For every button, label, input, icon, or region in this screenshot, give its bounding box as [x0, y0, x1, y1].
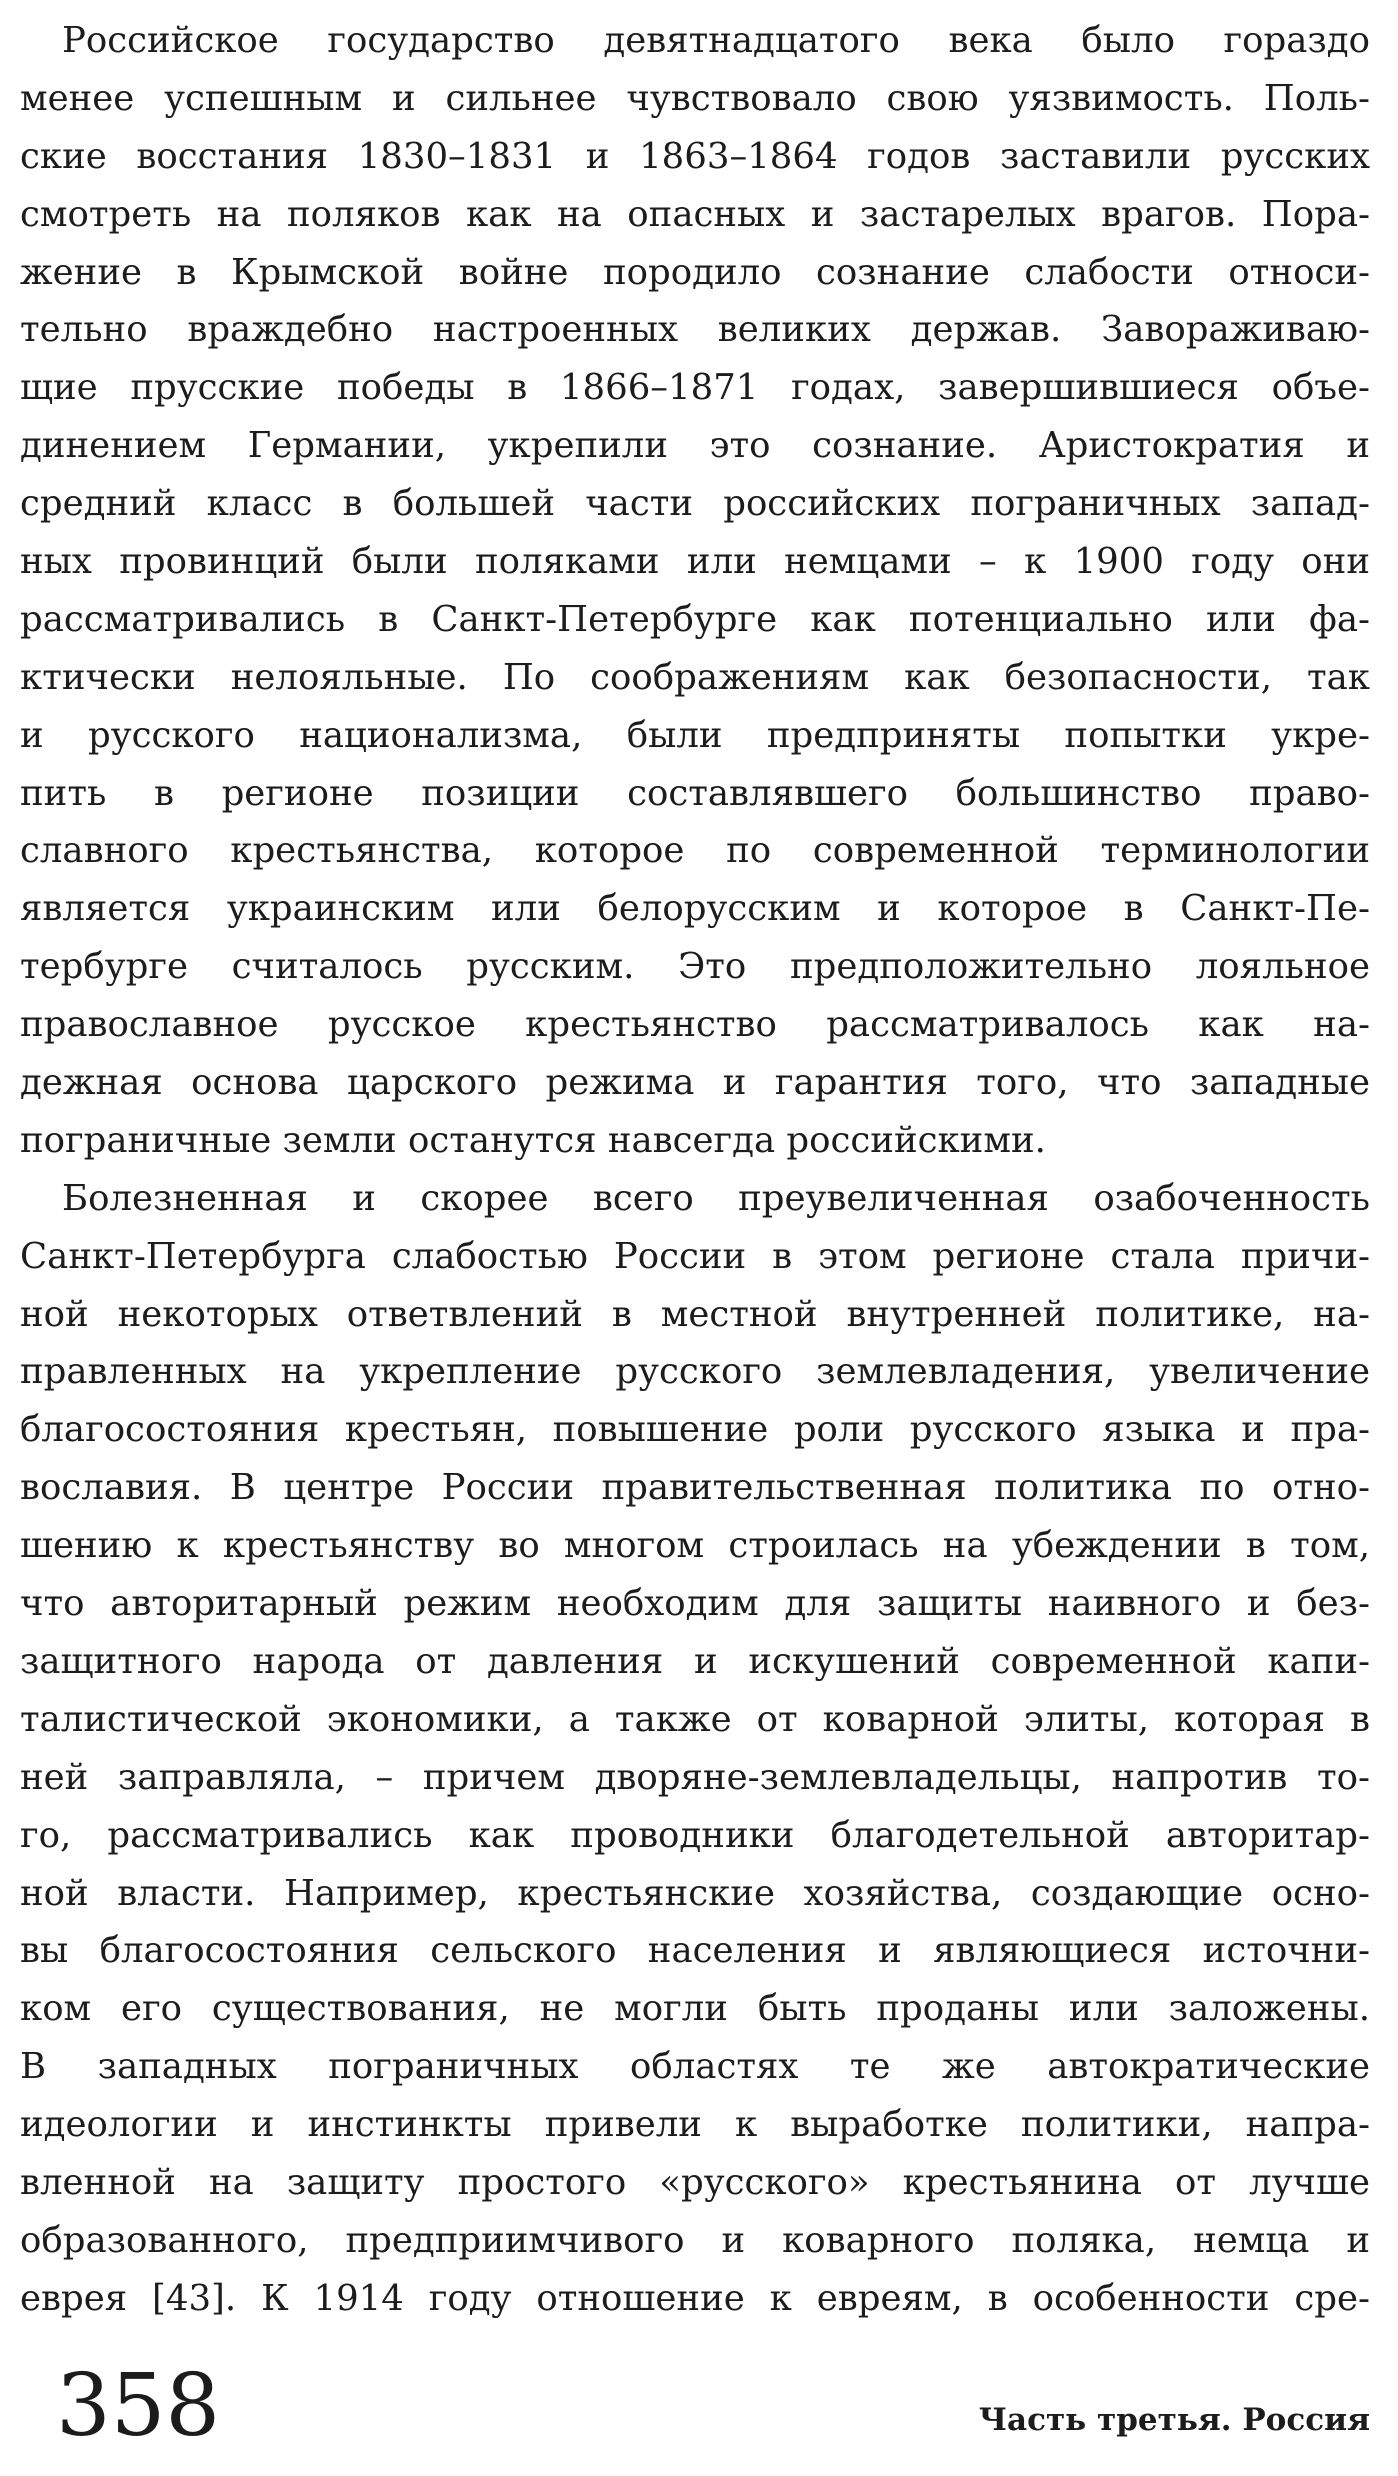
text-line: ной некоторых ответвлений в местной внутренней политике, на- [20, 1293, 1370, 1335]
text-line: смотреть на поляков как на опасных и застарелых врагов. Пора- [20, 193, 1370, 235]
text-line: менее успешным и сильнее чувствовало свою уязвимость. Поль- [20, 77, 1370, 119]
text-line: образованного, предприимчивого и коварного поляка, немца и [20, 2219, 1370, 2261]
paragraph [20, 12, 1370, 1170]
page-footer [20, 2356, 1370, 2456]
text-line: еврея [43]. К 1914 году отношение к евреям, в особенности сре- [20, 2277, 1370, 2319]
text-line: и русского национализма, были предприняты попытки укре- [20, 714, 1370, 756]
text-line: го, рассматривались как проводники благодетельной авторитар- [20, 1814, 1370, 1856]
text-line: идеологии и инстинкты привели к выработке политики, напра- [20, 2104, 1370, 2146]
text-line: вленной на защиту простого «русского» крестьянина от лучше [20, 2161, 1370, 2203]
text-line: Санкт-Петербурга слабостью России в этом регионе стала причи- [20, 1235, 1370, 1277]
text-line: ктически нелояльные. По соображениям как безопасности, так [20, 656, 1370, 698]
text-line: динением Германии, укрепили это сознание. Аристократия и [20, 425, 1370, 467]
text-line: ных провинций были поляками или немцами – к 1900 году они [20, 541, 1370, 583]
text-line: щие прусские победы в 1866–1871 годах, завершившиеся объе- [20, 367, 1370, 409]
text-line: православное русское крестьянство рассматривалось как на- [20, 1004, 1370, 1046]
page-number: 358 [56, 2356, 221, 2456]
text-line: В западных пограничных областях те же автократические [20, 2046, 1370, 2088]
text-line: шению к крестьянству во многом строилась на убеждении в том, [20, 1525, 1370, 1567]
text-line: правленных на укрепление русского землевладения, увеличение [20, 1351, 1370, 1393]
text-line: славного крестьянства, которое по современной терминологии [20, 830, 1370, 872]
text-line: ком его существования, не могли быть проданы или заложены. [20, 1988, 1370, 2030]
text-line: является украинским или белорусским и которое в Санкт-Пе- [20, 888, 1370, 930]
text-line: вы благосостояния сельского населения и являющиеся источни- [20, 1930, 1370, 1972]
text-line: средний класс в большей части российских пограничных запад- [20, 483, 1370, 525]
text-line: пить в регионе позиции составлявшего большинство право- [20, 772, 1370, 814]
text-line: тербурге считалось русским. Это предположительно лояльное [20, 946, 1370, 988]
text-line: пограничные земли останутся навсегда российскими. [20, 1119, 1046, 1161]
text-line: что авторитарный режим необходим для защиты наивного и без- [20, 1583, 1370, 1625]
text-line: Болезненная и скорее всего преувеличенная озабоченность [62, 1177, 1370, 1219]
text-line: ней заправляла, – причем дворяне-землевладельцы, напротив то- [20, 1756, 1370, 1798]
text-line: тельно враждебно настроенных великих держав. Завораживаю- [20, 309, 1370, 351]
body-text [20, 12, 1370, 2328]
text-line: Российское государство девятнадцатого века было гораздо [62, 20, 1370, 61]
text-line: благосостояния крестьян, повышение роли русского языка и пра- [20, 1409, 1370, 1451]
text-line: защитного народа от давления и искушений современной капи- [20, 1640, 1370, 1682]
paragraph [20, 1170, 1370, 2328]
text-line: ной власти. Например, крестьянские хозяйства, создающие осно- [20, 1872, 1370, 1914]
text-line: рассматривались в Санкт-Петербурге как потенциально или фа- [20, 598, 1370, 640]
text-line: жение в Крымской войне породило сознание слабости относи- [20, 251, 1370, 293]
text-line: талистической экономики, а также от коварной элиты, которая в [20, 1698, 1370, 1740]
running-head: Часть третья. Россия [978, 2402, 1370, 2438]
text-line: дежная основа царского режима и гарантия того, что западные [20, 1062, 1370, 1104]
text-line: ские восстания 1830–1831 и 1863–1864 годов заставили русских [20, 135, 1370, 177]
text-line: вославия. В центре России правительственная политика по отно- [20, 1467, 1370, 1509]
